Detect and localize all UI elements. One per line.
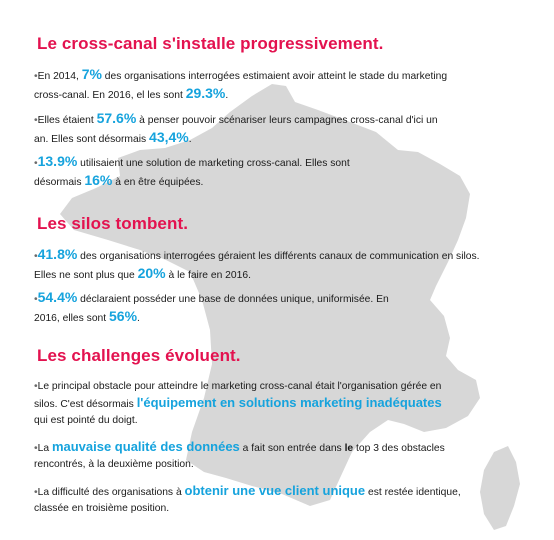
bullet: •: [34, 115, 38, 126]
stat-value: 16%: [84, 172, 113, 188]
text: à en être équipées.: [112, 177, 204, 188]
bullet: •: [34, 294, 38, 305]
stat-item-base-unique: [34, 289, 414, 327]
text: Elles étaient: [37, 115, 97, 126]
text: .: [188, 134, 192, 145]
text: est restée identique, classée en troisième position.: [34, 487, 461, 514]
highlight-text: mauvaise qualité des données: [51, 439, 240, 454]
text: qui est pointé du doigt.: [34, 415, 138, 426]
stat-value: 20%: [137, 265, 166, 281]
stat-item-silos: [34, 246, 484, 284]
stat-value: 29.3%: [185, 85, 226, 101]
highlight-text: l'équipement en solutions marketing inadéquates: [136, 395, 442, 410]
text: La: [37, 443, 52, 454]
highlight-text: obtenir une vue client unique: [184, 483, 366, 498]
challenge-item-qualite-donnees: [34, 439, 474, 473]
text: .: [225, 90, 229, 101]
stat-value: 7%: [81, 66, 102, 82]
text: En 2014,: [37, 71, 82, 82]
text: .: [137, 313, 140, 324]
text: a fait son entrée dans: [239, 443, 345, 454]
challenge-item-vue-client: [34, 483, 484, 517]
text: top 3 des obstacles rencontrés, à la deuxième position.: [34, 443, 445, 470]
section-title-silos: Les silos tombent.: [37, 214, 189, 233]
bullet: •: [34, 158, 38, 169]
stat-item-cross-canal-2014: [34, 66, 454, 104]
bullet: •: [34, 443, 38, 454]
bullet: •: [34, 71, 38, 82]
text: La difficulté des organisations à: [37, 487, 185, 498]
stat-value: 54.4%: [37, 289, 78, 305]
stat-value: 43,4%: [149, 129, 189, 145]
stat-value: 57.6%: [96, 110, 137, 126]
bullet: •: [34, 381, 38, 392]
bullet: •: [34, 487, 38, 498]
challenge-item-equipement: [34, 379, 444, 429]
section-title-cross-canal: Le cross-canal s'installe progressivement.: [37, 34, 384, 53]
section-title-challenges: Les challenges évoluent.: [37, 346, 241, 365]
text: utilisaient une solution de marketing cross-canal. Elles sont désormais: [34, 158, 350, 188]
stat-item-scenariser: [34, 110, 454, 148]
stat-value: 56%: [109, 308, 138, 324]
text: Le principal obstacle pour atteindre le marketing cross-canal était l'organisation gérée en silos. C'est désormais: [34, 381, 442, 410]
bullet: •: [34, 251, 38, 262]
text: à le faire en 2016.: [165, 270, 251, 281]
bold-text: le: [344, 443, 354, 454]
text: des organisations interrogées estimaient avoir atteint le stade du marketing cross-canal. En 2016, el les sont: [34, 71, 448, 101]
text: déclaraient posséder une base de données unique, uniformisée. En 2016, elles sont: [34, 294, 389, 324]
text: des organisations interrogées géraient les différents canaux de communication en silos. Elles ne sont plus que: [34, 251, 480, 281]
stat-item-solution: [34, 153, 354, 191]
stat-value: 13.9%: [37, 153, 78, 169]
text: à penser pouvoir scénariser leurs campagnes cross-canal d'ici un an. Elles sont désormais: [34, 115, 438, 145]
stat-value: 41.8%: [37, 246, 78, 262]
